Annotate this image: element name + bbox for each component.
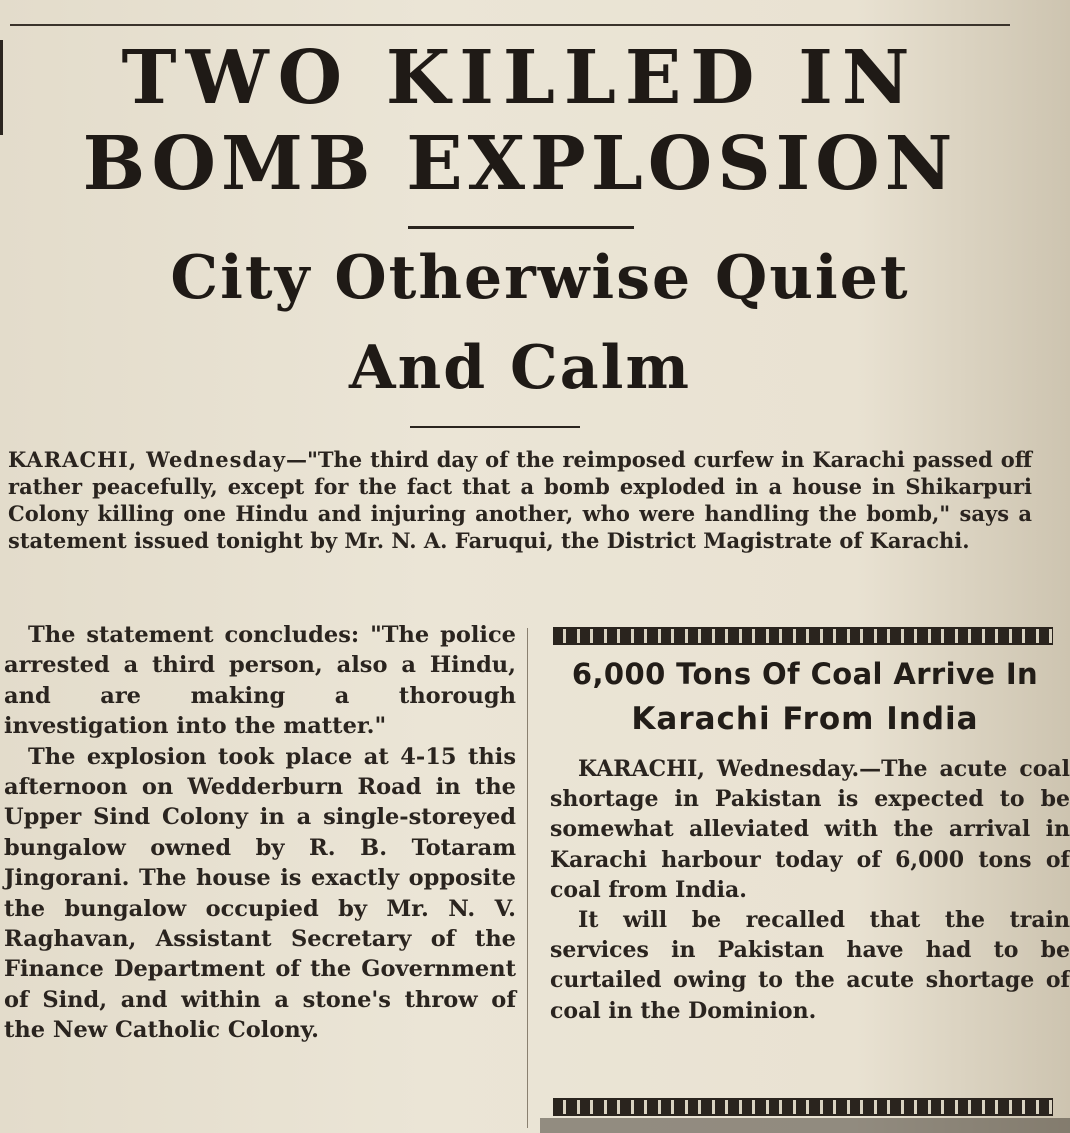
coal-paragraph-2: It will be recalled that the train services in Pakistan have had to be curtailed owing to the acute shortage of coal in the Dominion. — [550, 907, 1070, 1024]
top-rule — [10, 24, 1010, 26]
left-paragraph-1: The statement concludes: "The police arrested a third person, also a Hindu, and are making a thorough investigation into the matter." — [4, 622, 516, 740]
next-story-edge — [540, 1118, 1070, 1133]
lede-text: —"The third day of the reimposed curfew in Karachi passed off rather peacefully, except for the fact that a bomb exploded in a house in Shikarpuri Colony killing one Hindu and injuring another, who were handling the bomb," says a statement issued tonight by Mr. N. A. Faruqui, the District Magistrate of Karachi. — [8, 447, 1032, 553]
subhead-divider — [410, 426, 580, 428]
main-headline-line1: TWO KILLED IN — [121, 35, 919, 121]
headline-divider — [408, 226, 634, 229]
sub-headline-line2: And Calm — [349, 333, 691, 403]
left-column-edge — [0, 40, 3, 135]
main-headline-line2: BOMB EXPLOSION — [82, 121, 958, 207]
ornament-border-top — [553, 627, 1053, 645]
coal-paragraph-1: KARACHI, Wednesday.—The acute coal shortage in Pakistan is expected to be somewhat alleviated with the arrival in Karachi harbour today of 6,000 tons of coal from India. — [550, 756, 1070, 903]
coal-headline-line2: Karachi From India — [631, 701, 979, 737]
ornament-border-bottom — [553, 1098, 1053, 1116]
left-column — [4, 620, 516, 1046]
lede-dateline: KARACHI, Wednesday — [8, 447, 286, 472]
left-paragraph-2: The explosion took place at 4-15 this afternoon on Wedderburn Road in the Upper Sind Colony in a single-storeyed bungalow owned by R. B. Totaram Jingorani. The house is exactly opposite the bungalow occupied by Mr. N. V. Raghavan, Assistant Secretary of the Finance Department of the Government of Sind, and within a stone's throw of the New Catholic Colony. — [4, 743, 516, 1044]
lede-paragraph — [8, 446, 1032, 554]
coal-story-body — [550, 754, 1070, 1026]
coal-headline-line1: 6,000 Tons Of Coal Arrive In — [571, 657, 1039, 691]
column-rule — [527, 628, 528, 1128]
sub-headline-line1: City Otherwise Quiet — [170, 243, 910, 313]
